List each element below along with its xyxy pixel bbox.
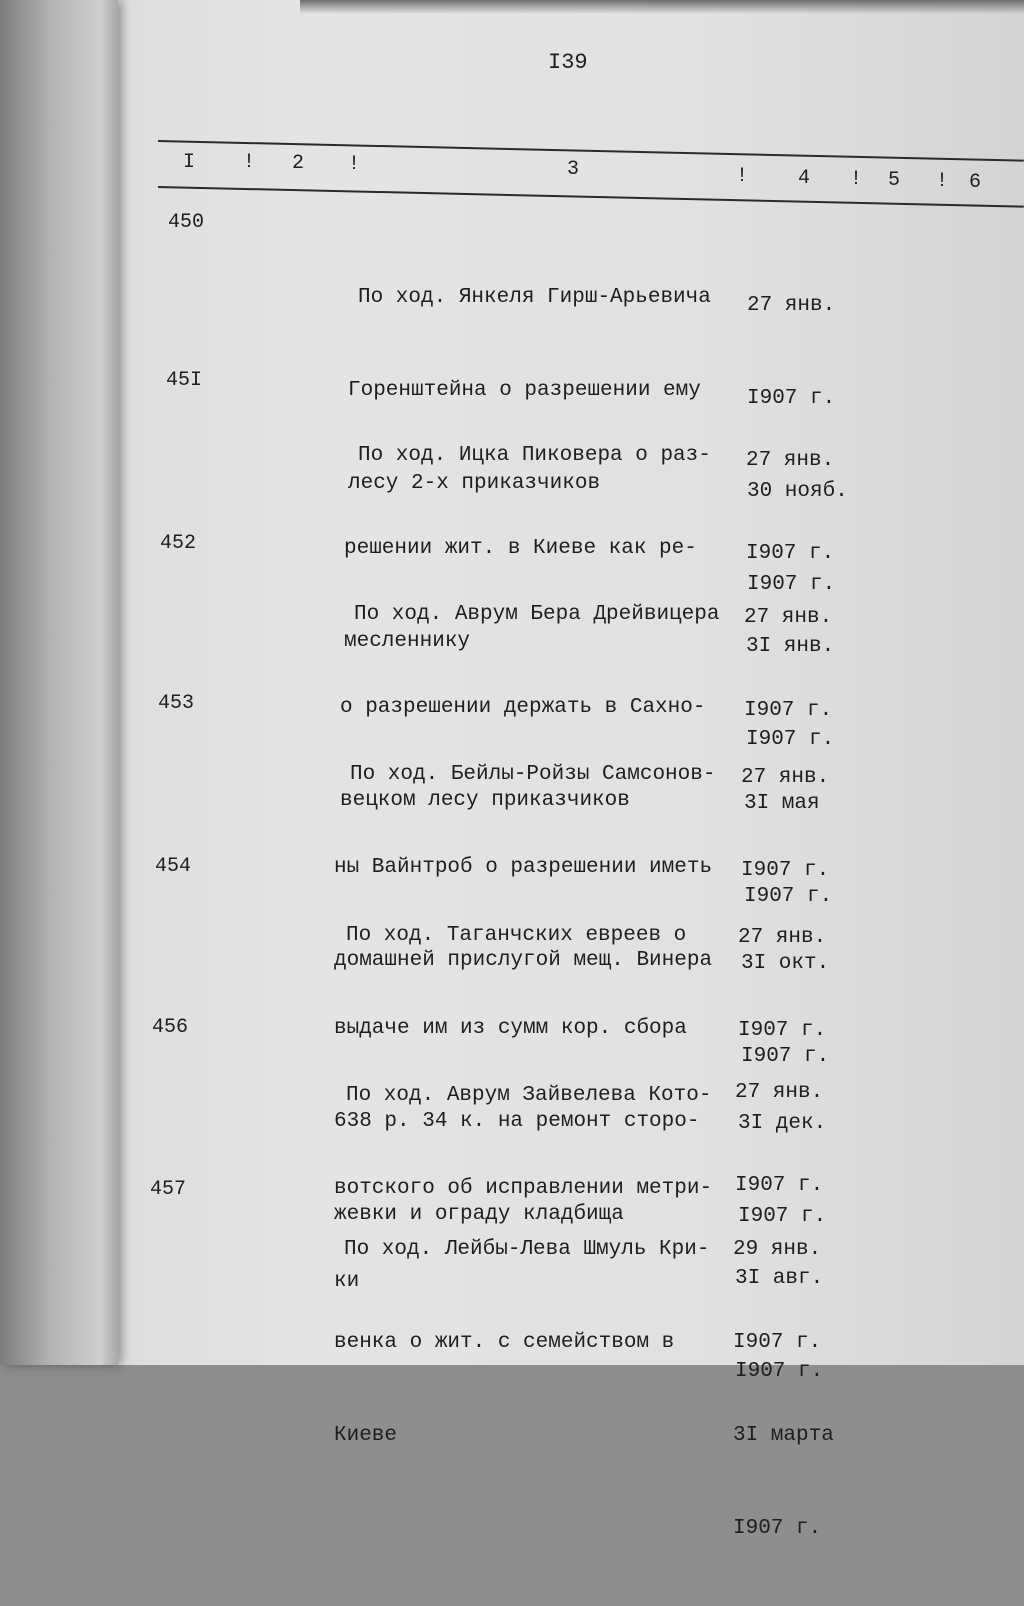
description-line: 638 р. 34 к. на ремонт сторо- [334,1110,700,1133]
entry-number: 45I [166,369,203,392]
date-line: 27 янв. [738,926,827,949]
description-line: вотского об исправлении метри- [334,1177,713,1200]
description-line: По ход. Бейлы-Ройзы Самсонов- [350,763,716,786]
entry-dates [733,1172,834,1606]
date-line: 3I янв. [746,635,835,658]
entry-number: 454 [155,855,192,878]
date-line: 29 янв. [733,1238,822,1261]
date-line: 27 янв. [747,294,836,317]
description-line: выдаче им из сумм кор. сбора [334,1017,687,1040]
date-line: I907 г. [746,728,835,751]
column-separator: ! [850,168,863,191]
description-line: Горенштейна о разрешении ему [348,379,701,402]
page-number: I39 [548,50,588,75]
description-line: По ход. Аврум Бера Дрейвицера [354,603,720,626]
description-line: По ход. Лейбы-Лева Шмуль Кри- [344,1238,710,1261]
date-line: I907 г. [741,859,830,882]
date-line: 27 янв. [741,766,830,789]
column-header-5: 5 [888,169,901,192]
date-line: 3I марта [733,1424,834,1447]
date-line: I907 г. [738,1205,827,1228]
description-line: жевки и ограду кладбища [334,1203,624,1226]
date-line: I907 г. [733,1331,822,1354]
description-line: По ход. Таганчских евреев о [346,924,687,947]
entry-description [334,1172,709,1513]
entry-number: 452 [160,532,197,555]
date-line: I907 г. [738,1019,827,1042]
entry-number: 456 [152,1016,189,1039]
left-page-edge [0,0,118,1365]
column-separator: ! [348,153,361,176]
column-header-2: 2 [292,152,305,175]
description-line: По ход. Янкеля Гирш-Арьевича [358,286,711,309]
description-line: лесу 2-х приказчиков [348,472,601,495]
date-line: I907 г. [744,885,833,908]
column-separator: ! [243,151,256,174]
description-line: домашней прислугой мещ. Винера [334,949,713,972]
description-line: о разрешении держать в Сахно- [340,696,706,719]
description-line: По ход. Аврум Зайвелева Кото- [346,1084,712,1107]
column-separator: ! [736,165,749,188]
date-line: I907 г. [746,542,835,565]
entry-number: 450 [168,211,205,234]
column-separator: ! [936,170,949,193]
description-line: венка о жит. с семейством в [334,1331,675,1354]
description-line: вецком лесу приказчиков [340,789,630,812]
date-line: 30 нояб. [747,480,848,503]
header-top-rule [158,140,1024,162]
column-header-1: I [183,151,196,174]
description-line: решении жит. в Киеве как ре- [344,537,697,560]
entry-number: 457 [150,1178,187,1201]
date-line: I907 г. [741,1045,830,1068]
date-line: I907 г. [735,1360,824,1383]
date-line: I907 г. [733,1517,822,1540]
date-line: I907 г. [744,699,833,722]
date-line: I907 г. [747,573,836,596]
date-line: 3I окт. [741,952,830,975]
description-line: ны Вайнтроб о разрешении иметь [334,856,713,879]
column-header-4: 4 [798,167,811,190]
date-line: I907 г. [747,387,836,410]
description-line: месленнику [344,630,471,653]
column-header-3: 3 [567,158,580,181]
date-line: 3I мая [744,792,820,815]
date-line: 3I авг. [735,1267,824,1290]
description-line: Киеве [334,1424,398,1447]
top-shadow [300,0,1024,14]
date-line: 27 янв. [744,606,833,629]
date-line: I907 г. [735,1174,824,1197]
entry-number: 453 [158,692,195,715]
description-line: ки [334,1270,360,1293]
column-header-6: 6 [969,171,982,194]
date-line: 27 янв. [746,449,835,472]
date-line: 27 янв. [735,1081,824,1104]
date-line: 3I дек. [738,1112,827,1135]
description-line: По ход. Ицка Пиковера о раз- [358,444,711,467]
